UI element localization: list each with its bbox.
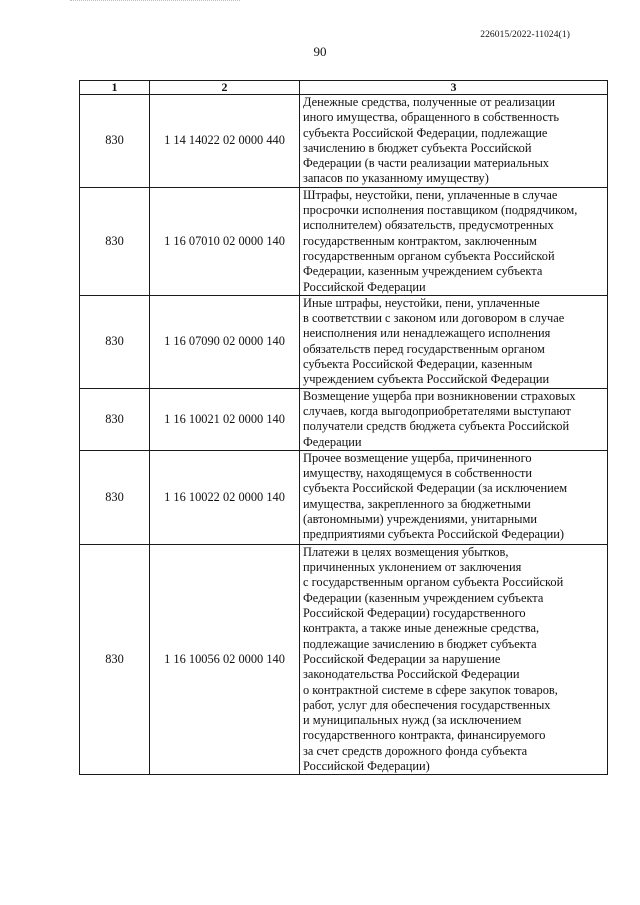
description-line: Федерации (казенным учреждением субъекта (303, 590, 544, 605)
table-row (80, 95, 608, 188)
table-row (80, 544, 608, 774)
description-line: государственного контракта, финансируемого (303, 728, 546, 743)
kbk-code-cell: 1 16 10056 02 0000 140 (150, 544, 300, 774)
kbk-code-cell: 1 14 14022 02 0000 440 (150, 95, 300, 188)
description-line: Федерации (в части реализации материальных (303, 156, 549, 171)
column-header-3: 3 (300, 81, 608, 95)
column-header-2: 2 (150, 81, 300, 95)
description-line: учреждением субъекта Российской Федерации (303, 372, 550, 387)
admin-code-cell: 830 (80, 295, 150, 388)
admin-code-cell: 830 (80, 544, 150, 774)
description-line: субъекта Российской Федерации, казенным (303, 357, 533, 372)
description-line: просрочки исполнения поставщиком (подрядчиком, (303, 203, 578, 218)
description-line: подлежащие зачислению в бюджет субъекта (303, 636, 537, 651)
description-line: имуществу, находящемуся в собственности (303, 466, 533, 481)
description-line: контракта, а также иные денежные средства, (303, 621, 540, 636)
description-cell (300, 450, 608, 544)
table-row (80, 450, 608, 544)
description-line: о контрактной системе в сфере закупок товаров, (303, 682, 558, 697)
kbk-code-cell: 1 16 07090 02 0000 140 (150, 295, 300, 388)
description-line: законодательства Российской Федерации (303, 667, 520, 682)
description-line: обязательств перед государственным органом (303, 341, 545, 356)
description-cell (300, 544, 608, 774)
revenue-codes-table (79, 80, 608, 775)
description-line: Иные штрафы, неустойки, пени, уплаченные (303, 295, 540, 310)
header-row (80, 81, 608, 95)
description-line: субъекта Российской Федерации, подлежащие (303, 125, 548, 140)
description-cell (300, 95, 608, 188)
admin-code-cell: 830 (80, 388, 150, 450)
description-cell (300, 388, 608, 450)
description-line: неисполнения или ненадлежащего исполнения (303, 326, 551, 341)
description-line: (автономными) учреждениями, унитарными (303, 512, 537, 527)
table-row (80, 295, 608, 388)
description-line: Денежные средства, полученные от реализации (303, 95, 556, 109)
document-reference: 226015/2022-11024(1) (480, 30, 570, 40)
table-body (80, 95, 608, 775)
description-line: Российской Федерации) (303, 758, 430, 773)
description-line: в соответствии с законом или договором в случае (303, 311, 565, 326)
admin-code-cell: 830 (80, 187, 150, 295)
description-line: субъекта Российской Федерации (за исключением (303, 481, 568, 496)
description-line: Возмещение ущерба при возникновении страховых (303, 388, 576, 403)
description-line: исполнителем) обязательств, предусмотренных (303, 218, 554, 233)
description-line: Российской Федерации) государственного (303, 606, 526, 621)
description-line: Федерации (303, 434, 362, 449)
table-header (80, 81, 608, 95)
description-line: зачислению в бюджет субъекта Российской (303, 140, 532, 155)
description-line: Штрафы, неустойки, пени, уплаченные в случае (303, 187, 558, 202)
table-row (80, 388, 608, 450)
description-line: Платежи в целях возмещения убытков, (303, 544, 509, 559)
kbk-code-cell: 1 16 10022 02 0000 140 (150, 450, 300, 544)
description-line: Федерации, казенным учреждением субъекта (303, 264, 543, 279)
description-line: случаев, когда выгодоприобретателями выступают (303, 403, 571, 418)
description-line: предприятиями субъекта Российской Федерации) (303, 527, 565, 542)
page-number: 90 (313, 44, 327, 59)
kbk-code-cell: 1 16 07010 02 0000 140 (150, 187, 300, 295)
description-line: государственным органом субъекта Российской (303, 248, 555, 263)
admin-code-cell: 830 (80, 95, 150, 188)
description-line: и муниципальных нужд (за исключением (303, 713, 522, 728)
scan-artifact-line (70, 0, 240, 4)
description-line: Российской Федерации (303, 279, 426, 294)
description-line: запасов по указанному имуществу) (303, 171, 489, 186)
description-line: имущества, закрепленного за бюджетными (303, 496, 531, 511)
description-line: причиненных уклонением от заключения (303, 560, 522, 575)
description-line: Российской Федерации за нарушение (303, 651, 501, 666)
description-line: государственным контрактом, заключенным (303, 233, 537, 248)
description-line: Прочее возмещение ущерба, причиненного (303, 450, 532, 465)
description-line: за счет средств дорожного фонда субъекта (303, 743, 528, 758)
description-line: получатели средств бюджета субъекта Российской (303, 419, 570, 434)
description-cell (300, 187, 608, 295)
kbk-code-cell: 1 16 10021 02 0000 140 (150, 388, 300, 450)
description-line: иного имущества, обращенного в собственность (303, 110, 560, 125)
column-header-1: 1 (80, 81, 150, 95)
table-row (80, 187, 608, 295)
description-line: с государственным органом субъекта Российской (303, 575, 564, 590)
admin-code-cell: 830 (80, 450, 150, 544)
description-cell (300, 295, 608, 388)
description-line: работ, услуг для обеспечения государственных (303, 697, 551, 712)
